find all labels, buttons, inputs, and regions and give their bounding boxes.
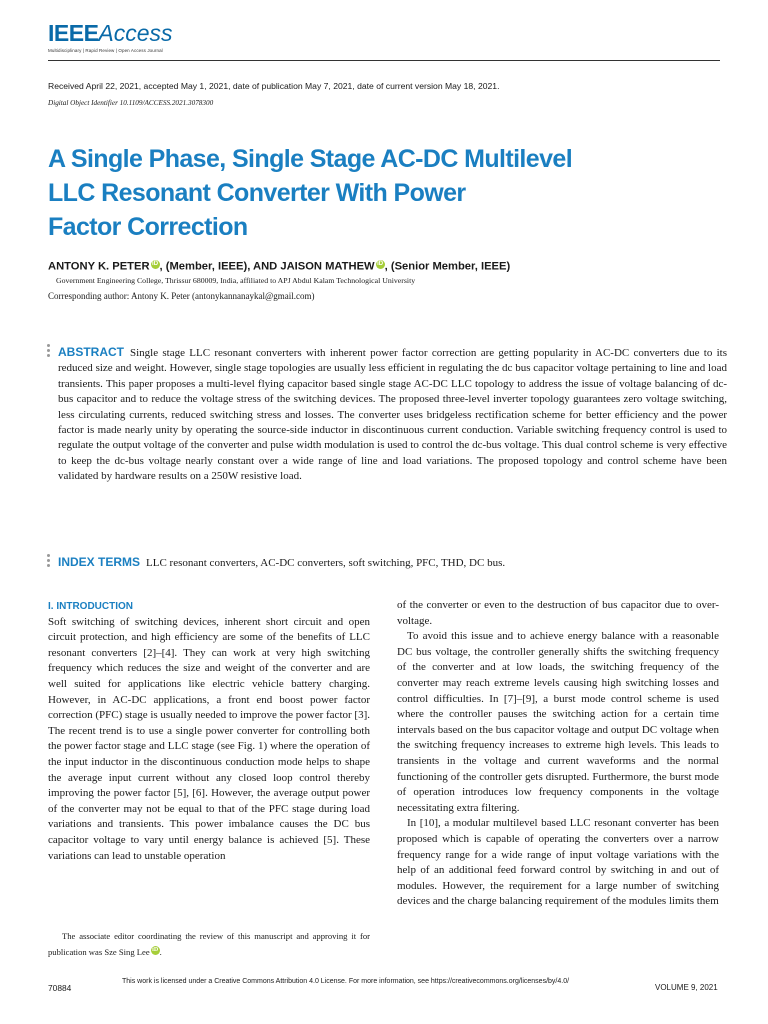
author-role: , (Senior Member, IEEE)	[384, 260, 511, 273]
orcid-icon[interactable]: iD	[152, 261, 159, 267]
index-terms	[58, 555, 505, 569]
volume-label: VOLUME 9, 2021	[655, 983, 718, 992]
page-number: 70884	[48, 983, 72, 993]
title-line: A Single Phase, Single Stage AC-DC Multilevel	[48, 145, 573, 173]
corresponding-author: Corresponding author: Antony K. Peter (antonykannanaykal@gmail.com)	[48, 291, 315, 301]
section-dots-icon	[47, 554, 51, 569]
index-terms-text: LLC resonant converters, AC-DC converters, soft switching, PFC, THD, DC bus.	[146, 557, 506, 569]
footnote-end: .	[159, 947, 162, 957]
left-column	[48, 599, 370, 864]
paragraph: of the converter or even to the destruction of bus capacitor due to over-voltage.	[397, 599, 719, 627]
logo-tagline: Multidisciplinary | Rapid Review | Open Access Journal	[48, 48, 163, 53]
section-heading: I. INTRODUCTION	[48, 601, 133, 612]
author-name: ANTONY K. PETER	[48, 260, 150, 273]
logo-ieee-text: IEEE	[48, 20, 99, 46]
author-line	[48, 260, 510, 273]
abstract-block	[58, 345, 727, 485]
paragraph: To avoid this issue and to achieve energy balance with a reasonable DC bus voltage, the controller generally shifts the switching frequency of the converter and at low loads, the switching frequency of the converter may reach extreme levels causing high switching losses and control difficulties. In [7]–[9], a burst mode control scheme is used where the controller pauses the switching action for a certain time intervals based on the bus capacitor voltage and output DC voltage when the switching frequency increases to extreme high levels. This leads to transients in the voltage and current waveforms and the normal functioning of the controller gets disrupted. Furthermore, the burst mode of operation introduces low frequency components in the voltage necessitating extra filtering.	[397, 630, 719, 814]
orcid-icon[interactable]: iD	[152, 947, 159, 954]
footnote-text: The associate editor coordinating the review of this manuscript and approving it for publication was Sze Sing Lee	[48, 931, 370, 957]
author-role: , (Member, IEEE), AND JAISON MATHEW	[159, 260, 375, 273]
paragraph: Soft switching of switching devices, inherent short circuit and open circuit protection, and high efficiency are some of the benefits of LLC resonant converters [2]–[4]. They can work at very high switching frequency which reduces the size and weight of the converter and are well suited for applications like electric vehicle battery charging. However, in AC-DC applications, a front end boost power factor correction (PFC) stage is usually needed to improve the power factor [3]. The recent trend is to use a single power converter for controlling both the power factor stage and LLC stage (see Fig. 1) where the operation of the input inductor in the discontinuous conduction mode helps to shape the average input current without any closed loop control thereby improving the power factor [5], [6]. However, the average output power of the converter may not be equal to that of the PFC stage during load variations and transients. This power imbalance causes the DC bus capacitor voltage to vary until energy balance is achieved [5]. These variations can lead to unstable operation	[48, 615, 370, 862]
header-rule	[48, 60, 720, 61]
paper-title	[48, 142, 668, 244]
title-line: LLC Resonant Converter With Power	[48, 179, 466, 207]
doi-line: Digital Object Identifier 10.1109/ACCESS.2021.3078300	[48, 99, 214, 107]
journal-logo	[48, 20, 173, 53]
abstract-text: Single stage LLC resonant converters with inherent power factor correction are getting popularity in AC-DC converters due to its reduced size and weight. However, single stage topologies are usually less efficient in regulating the dc bus capacitor voltage pertaining to line and load transients. This paper proposes a multi-level flying capacitor based single stage AC-DC LLC topology to address the issue of voltage balancing of dc-bus capacitor and to reduce the voltage stress of the switching devices. The proposed three-level inverter topology guarantees zero voltage switching, less circulating currents, reduced switching stress and losses. The converter uses bridgeless rectification scheme for better efficiency and the power factor is made nearly unity by operating the source-side inductor in discontinuous current conduction. Variable switching frequency control is used to regulate the output voltage of the converter and pulse width modulation is used to control the dc-bus voltage. This dual control scheme is very effective to keep the dc-bus voltage nearly constant over a wide range of line and load variations. The proposed topology and control scheme have been validated by hardware results on a 250W resistive load.	[58, 347, 727, 483]
editor-footnote	[48, 928, 370, 960]
affiliation: Government Engineering College, Thrissur 680009, India, affiliated to APJ Abdul Kalam Technological University	[56, 276, 416, 285]
abstract-heading: ABSTRACT	[58, 345, 124, 359]
license-notice[interactable]: This work is licensed under a Creative Commons Attribution 4.0 License. For more information, see https://creativecommons.org/licenses/by/4.0/	[122, 978, 570, 985]
index-terms-heading: INDEX TERMS	[58, 555, 141, 569]
logo-access-text: Access	[98, 20, 173, 46]
section-dots-icon	[47, 344, 51, 359]
orcid-icon[interactable]: iD	[377, 261, 384, 267]
right-column	[397, 598, 719, 910]
title-line: Factor Correction	[48, 213, 248, 241]
received-dates: Received April 22, 2021, accepted May 1, 2021, date of publication May 7, 2021, date of current version May 18, 2021.	[48, 81, 500, 91]
paragraph: In [10], a modular multilevel based LLC resonant converter has been proposed which is capable of operating the converters over a narrow frequency range for a wide range of input voltage variations with the help of an additional feed forward control by switching in and out of modules. However, the requirement for a large number of switching devices and the charge balancing requirement of the modules limits them	[397, 817, 719, 908]
